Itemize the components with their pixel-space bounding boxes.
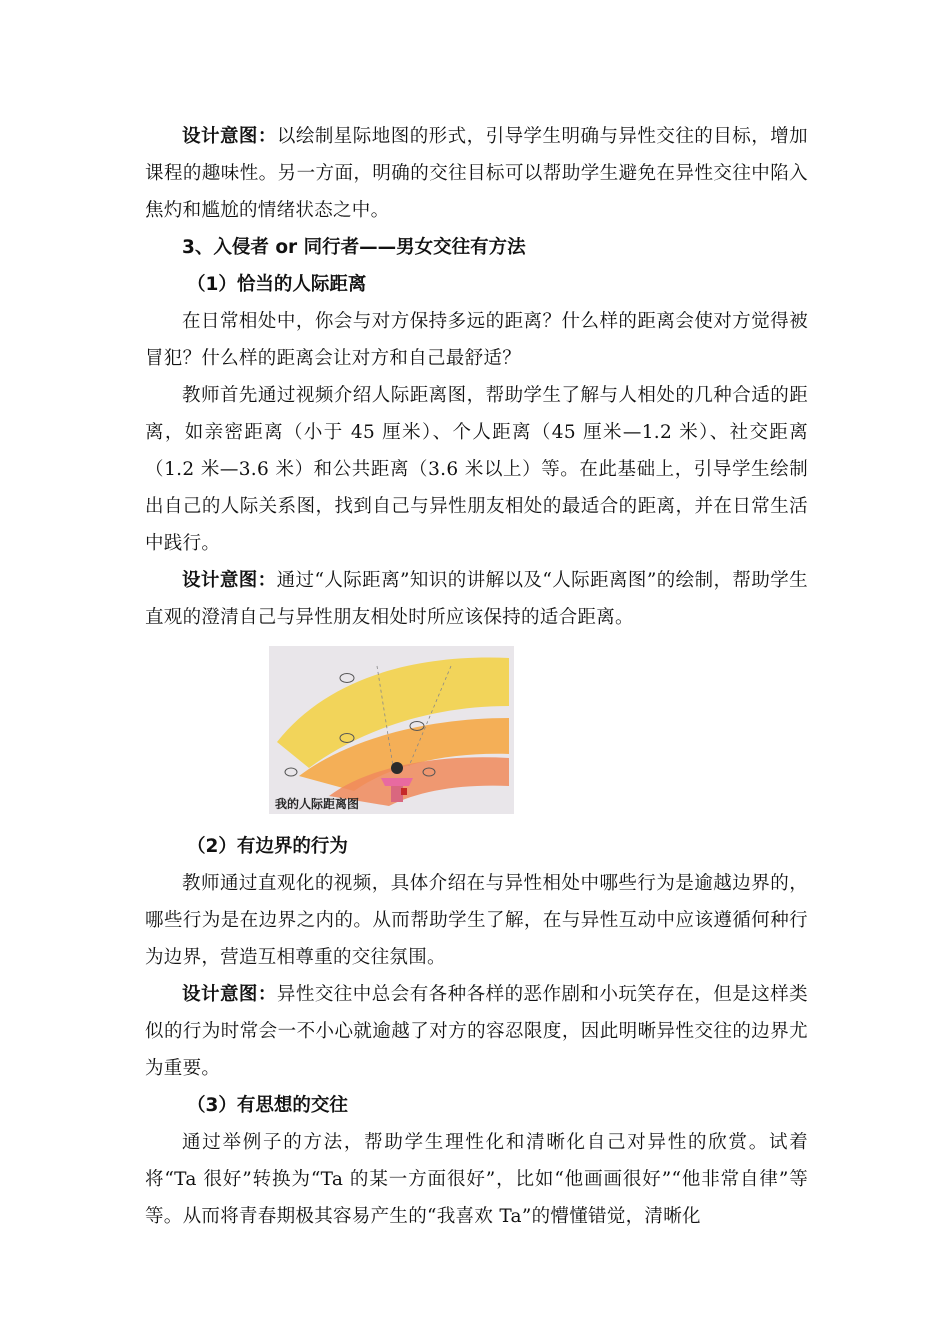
design-intent-text: 通过“人际距离”知识的讲解以及“人际距离图”的绘制，帮助学生直观的澄清自己与异性朋友相处时所应该保持的适合距离。 [145, 570, 808, 628]
design-intent-paragraph-2 [145, 562, 808, 636]
document-page [145, 118, 808, 1235]
design-intent-paragraph-1 [145, 118, 808, 229]
subsection-2-heading: （2）有边界的行为 [187, 836, 348, 857]
design-intent-label: 设计意图： [182, 984, 277, 1005]
figure-body [381, 778, 413, 786]
subsection-1-paragraph-1: 在日常相处中，你会与对方保持多远的距离？什么样的距离会使对方觉得被冒犯？什么样的距离会让对方和自己最舒适？ [145, 311, 808, 369]
design-intent-label: 设计意图： [182, 570, 277, 591]
figure-head [391, 762, 403, 774]
figure-bag [401, 788, 407, 795]
drawing-photo [269, 646, 514, 814]
interpersonal-distance-drawing [269, 646, 514, 814]
drawing-caption: 我的人际距离图 [275, 797, 360, 811]
design-intent-text: 以绘制星际地图的形式，引导学生明确与异性交往的目标，增加课程的趣味性。另一方面，明确的交往目标可以帮助学生避免在异性交往中陷入焦灼和尴尬的情绪状态之中。 [145, 126, 808, 221]
subsection-1-paragraph-2: 教师首先通过视频介绍人际距离图，帮助学生了解与人相处的几种合适的距离，如亲密距离（小于 45 厘米）、个人距离（45 厘米—1.2 米）、社交距离（1.2 米—3.6 米）和公共距离（3.6 米以上）等。在此基础上，引导学生绘制出自己的人际关系图，找到自己与异性朋友相处的最适合的距离，并在日常生活中践行。 [145, 385, 808, 554]
section-3-heading: 3、入侵者 or 同行者——男女交往有方法 [182, 237, 526, 258]
subsection-3-paragraph-1: 通过举例子的方法，帮助学生理性化和清晰化自己对异性的欣赏。试着将“Ta 很好”转换为“Ta 的某一方面很好”，比如“他画画很好”“他非常自律”等等。从而将青春期极其容易产生的“我喜欢 Ta”的懵懂错觉，清晰化 [145, 1132, 808, 1227]
design-intent-label: 设计意图： [182, 126, 277, 147]
subsection-3-heading: （3）有思想的交往 [187, 1095, 348, 1116]
subsection-1-heading: （1）恰当的人际距离 [187, 274, 367, 295]
design-intent-text: 异性交往中总会有各种各样的恶作剧和小玩笑存在，但是这样类似的行为时常会一不小心就逾越了对方的容忍限度，因此明晰异性交往的边界尤为重要。 [145, 984, 808, 1079]
subsection-2-paragraph-1: 教师通过直观化的视频，具体介绍在与异性相处中哪些行为是逾越边界的，哪些行为是在边界之内的。从而帮助学生了解，在与异性互动中应该遵循何种行为边界，营造互相尊重的交往氛围。 [145, 873, 808, 968]
design-intent-paragraph-3 [145, 976, 808, 1087]
